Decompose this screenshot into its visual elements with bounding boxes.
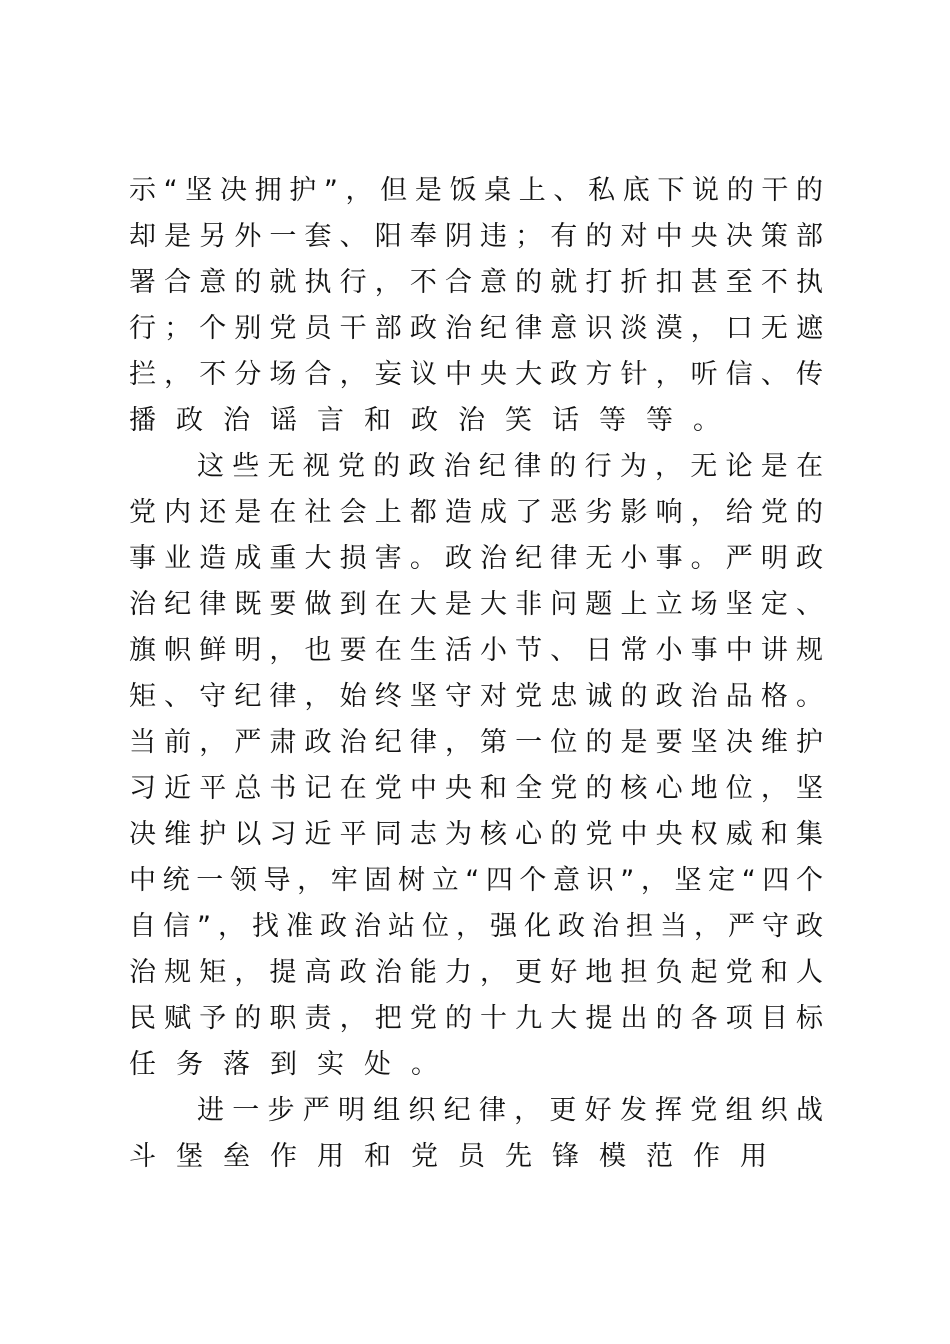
text-line: 民赋予的职责，把党的十九大提出的各项目标 xyxy=(129,1003,823,1034)
text-line: 却是另外一套、阳奉阴违；有的对中央决策部 xyxy=(129,221,823,252)
paragraph-first-line: 这些无视党的政治纪律的行为，无论是在 xyxy=(197,451,823,482)
text-line: 播政治谣言和政治笑话等等。 xyxy=(129,405,740,436)
text-line: 行；个别党员干部政治纪律意识淡漠，口无遮 xyxy=(129,313,823,344)
text-line: 示“坚决拥护”，但是饭桌上、私底下说的干的 xyxy=(129,175,823,206)
text-line: 习近平总书记在党中央和全党的核心地位，坚 xyxy=(129,773,823,804)
text-line: 旗帜鲜明，也要在生活小节、日常小事中讲规 xyxy=(129,635,823,666)
text-line: 事业造成重大损害。政治纪律无小事。严明政 xyxy=(129,543,823,574)
text-line: 中统一领导，牢固树立“四个意识”，坚定“四个 xyxy=(129,865,823,896)
text-line: 矩、守纪律，始终坚守对党忠诚的政治品格。 xyxy=(129,681,823,712)
text-line: 自信”，找准政治站位，强化政治担当，严守政 xyxy=(129,911,823,942)
text-line: 党内还是在社会上都造成了恶劣影响，给党的 xyxy=(129,497,823,528)
text-line: 任务落到实处。 xyxy=(129,1049,458,1080)
text-line: 署合意的就执行，不合意的就打折扣甚至不执 xyxy=(129,267,823,298)
paragraph-first-line: 进一步严明组织纪律，更好发挥党组织战 xyxy=(197,1095,823,1126)
text-line: 治纪律既要做到在大是大非问题上立场坚定、 xyxy=(129,589,823,620)
text-line: 拦，不分场合，妄议中央大政方针，听信、传 xyxy=(129,359,823,390)
text-line: 治规矩，提高政治能力，更好地担负起党和人 xyxy=(129,957,823,988)
text-line: 当前，严肃政治纪律，第一位的是要坚决维护 xyxy=(129,727,823,758)
text-line: 决维护以习近平同志为核心的党中央权威和集 xyxy=(129,819,823,850)
text-line: 斗堡垒作用和党员先锋模范作用 xyxy=(129,1141,787,1172)
